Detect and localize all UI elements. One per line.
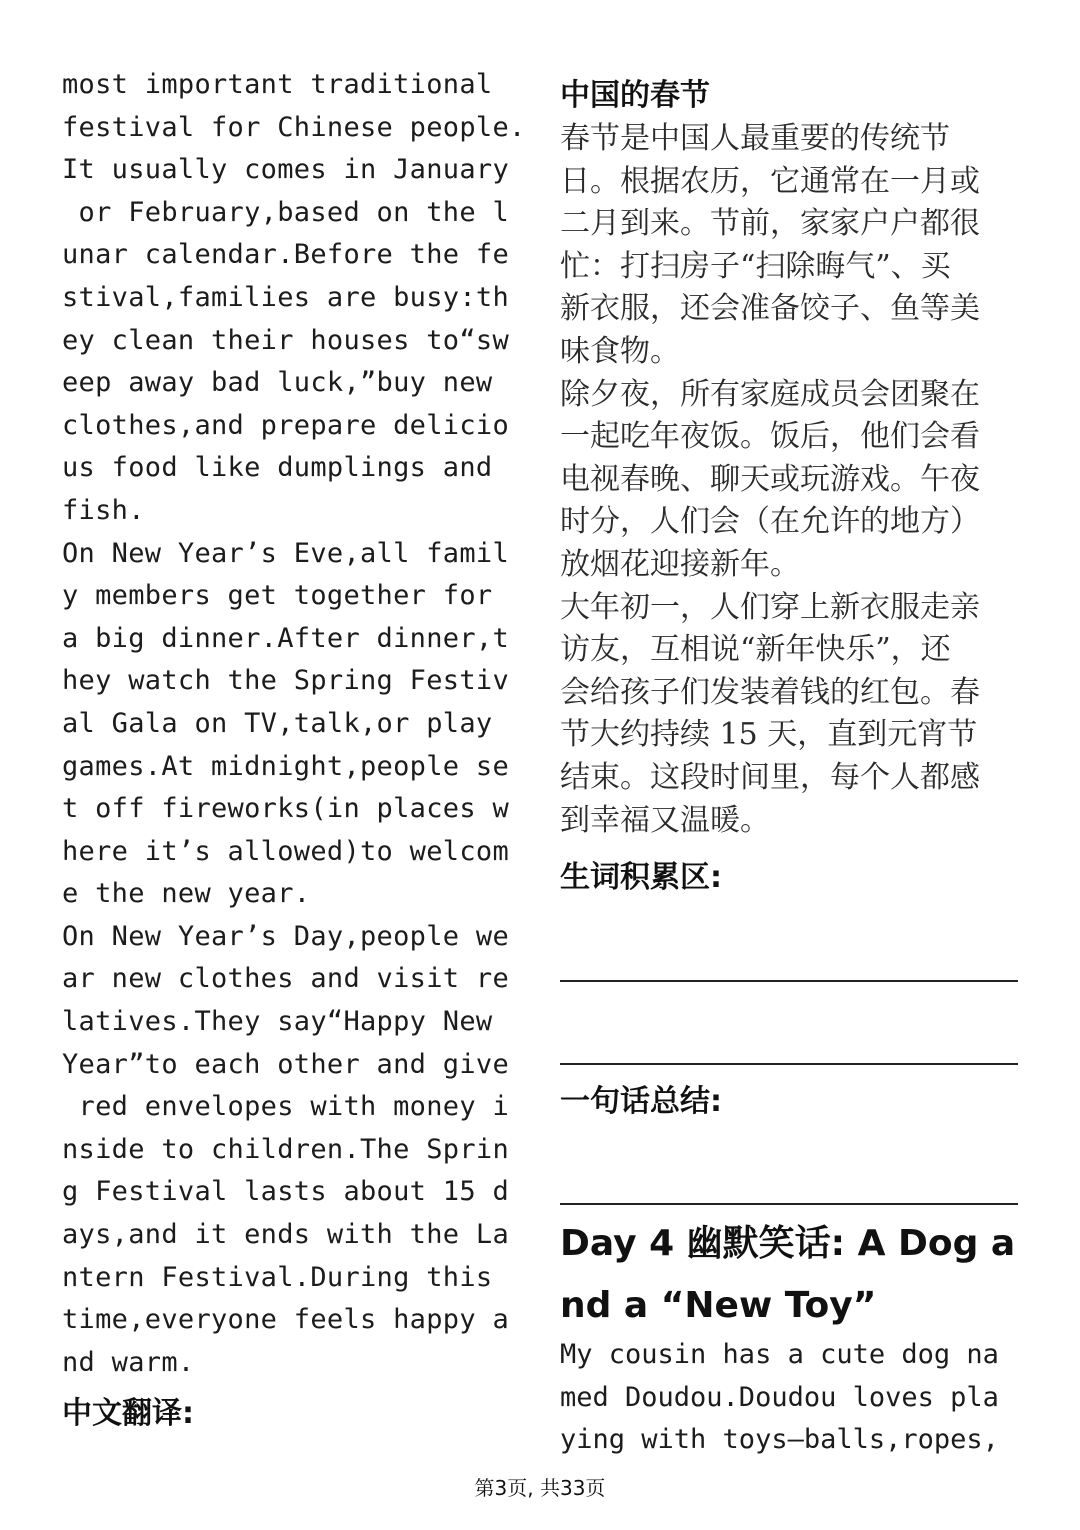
english-line: clothes,and prepare delicio	[62, 409, 509, 441]
day-title	[560, 1213, 1030, 1337]
english-line: fish.	[62, 494, 145, 526]
english-line: ar new clothes and visit re	[62, 963, 509, 995]
chinese-line: 大年初一，人们穿上新衣服走亲	[560, 589, 980, 625]
chinese-line: 忙：打扫房子“扫除晦气”、买	[560, 248, 951, 284]
english-line: ays,and it ends with the La	[62, 1219, 509, 1251]
english-line: us food like dumplings and	[62, 452, 493, 484]
chinese-line: 二月到来。节前，家家户户都很	[560, 206, 980, 242]
chinese-line: 节大约持续 15 天，直到元宵节	[560, 717, 978, 753]
english-line: nd warm.	[62, 1346, 195, 1378]
english-line: festival for Chinese people.	[62, 111, 526, 143]
english-line: It usually comes in January	[62, 154, 509, 186]
english-passage	[62, 64, 532, 1384]
chinese-line: 一起吃年夜饭。饭后，他们会看	[560, 419, 980, 455]
english-line: here it’s allowed)to welcom	[62, 835, 509, 867]
english-line: t off fireworks(in places w	[62, 793, 509, 825]
english-line: al Gala on TV,talk,or play	[62, 707, 493, 739]
chinese-line: 除夕夜，所有家庭成员会团聚在	[560, 376, 980, 412]
summary-writing-line	[560, 1203, 1018, 1205]
english-line: nside to children.The Sprin	[62, 1133, 509, 1165]
chinese-line: 日。根据农历，它通常在一月或	[560, 163, 980, 199]
chinese-line: 时分，人们会（在允许的地方）	[560, 504, 980, 540]
chinese-line: 会给孩子们发装着钱的红包。春	[560, 674, 980, 710]
chinese-line: 放烟花迎接新年。	[560, 546, 800, 582]
english-line: e the new year.	[62, 878, 311, 910]
story-line: ying with toys—balls,ropes,	[560, 1424, 999, 1456]
english-line: latives.They say“Happy New	[62, 1006, 493, 1038]
english-line: y members get together for	[62, 580, 493, 612]
chinese-line: 电视春晚、聊天或玩游戏。午夜	[560, 461, 980, 497]
chinese-line: 新衣服，还会准备饺子、鱼等美	[560, 291, 980, 327]
english-line: a big dinner.After dinner,t	[62, 622, 509, 654]
chinese-passage	[560, 118, 1020, 842]
english-line: or February,based on the l	[62, 196, 509, 228]
english-line: hey watch the Spring Festiv	[62, 665, 509, 697]
english-line: On New Year’s Eve,all famil	[62, 537, 509, 569]
english-line: most important traditional	[62, 69, 493, 100]
english-line: games.At midnight,people se	[62, 750, 509, 782]
story-line: med Doudou.Doudou loves pla	[560, 1381, 999, 1413]
page-footer: 第3页, 共33页	[474, 1476, 606, 1500]
english-line: On New Year’s Day,people we	[62, 920, 509, 952]
chinese-line: 结束。这段时间里，每个人都感	[560, 759, 980, 795]
english-line: stival,families are busy:th	[62, 281, 509, 313]
story-passage	[560, 1334, 1030, 1462]
day-title-line: Day 4 幽默笑话: A Dog a	[560, 1223, 1016, 1264]
english-line: eep away bad luck,”buy new	[62, 367, 493, 399]
english-line: time,everyone feels happy a	[62, 1304, 509, 1336]
summary-label: 一句话总结:	[560, 1084, 722, 1119]
chinese-line: 访友，互相说“新年快乐”，还	[560, 632, 951, 668]
translation-heading: 中文翻译:	[62, 1396, 194, 1431]
english-line: ntern Festival.During this	[62, 1261, 493, 1293]
story-line: My cousin has a cute dog na	[560, 1339, 999, 1370]
vocab-writing-line-1	[560, 980, 1018, 982]
chinese-title: 中国的春节	[560, 78, 710, 113]
vocab-label: 生词积累区:	[560, 860, 722, 895]
english-line: g Festival lasts about 15 d	[62, 1176, 509, 1208]
english-line: Year”to each other and give	[62, 1048, 509, 1080]
english-line: ey clean their houses to“sw	[62, 324, 509, 356]
chinese-line: 到幸福又温暖。	[560, 802, 770, 838]
vocab-writing-line-2	[560, 1063, 1018, 1065]
day-title-line: nd a “New Toy”	[560, 1285, 877, 1326]
chinese-line: 春节是中国人最重要的传统节	[560, 121, 950, 156]
chinese-line: 味食物。	[560, 333, 680, 369]
english-line: red envelopes with money i	[62, 1091, 509, 1123]
english-line: unar calendar.Before the fe	[62, 239, 509, 271]
